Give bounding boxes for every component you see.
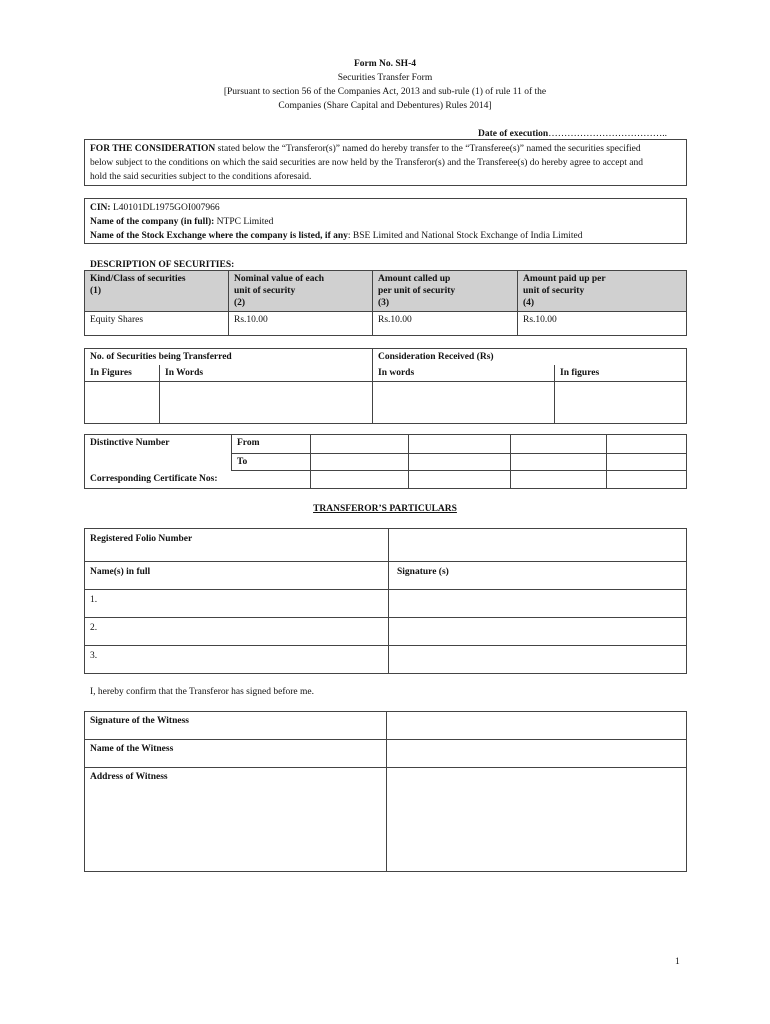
stock-exchange-label: Name of the Stock Exchange where the company is listed, if any — [90, 231, 348, 241]
in-figures-field[interactable] — [85, 382, 160, 424]
signature-label: Signature (s) — [389, 562, 687, 590]
from-field-1[interactable] — [311, 435, 409, 454]
securities-header-nominal — [229, 271, 373, 312]
transferor-row-2[interactable]: 2. — [85, 618, 389, 646]
consideration-bold: FOR THE CONSIDERATION — [90, 144, 216, 154]
witness-address-label: Address of Witness — [85, 768, 387, 872]
header-text: (2) — [234, 298, 246, 308]
consideration-text1: stated below the “Transferor(s)” named do hereby transfer to the “Transferee(s)” named the securities specified — [215, 144, 641, 154]
to-field-1[interactable] — [311, 454, 409, 471]
securities-called-value: Rs.10.00 — [373, 312, 518, 336]
from-field-3[interactable] — [511, 435, 607, 454]
signature-field-1[interactable] — [389, 590, 687, 618]
witness-table — [84, 711, 687, 872]
header-text: Kind/Class of securities — [90, 274, 186, 284]
in-words-label: In Words — [160, 365, 373, 382]
consideration-line3: hold the said securities subject to the conditions aforesaid. — [90, 172, 312, 182]
form-number: Form No. SH-4 — [353, 59, 416, 69]
signature-field-2[interactable] — [389, 618, 687, 646]
header-text: unit of security — [523, 286, 585, 296]
transfer-table — [84, 348, 687, 424]
consideration-line1 — [90, 143, 641, 155]
company-name-line — [90, 216, 273, 228]
stock-exchange-value: : BSE Limited and National Stock Exchange of India Limited — [347, 231, 583, 241]
stock-exchange-line — [90, 230, 582, 242]
transferor-title: TRANSFEROR’S PARTICULARS — [313, 504, 457, 514]
securities-title: DESCRIPTION OF SECURITIES: — [90, 260, 235, 270]
header-text: (4) — [523, 298, 535, 308]
cert-field-4[interactable] — [607, 471, 687, 489]
witness-address-field[interactable] — [387, 768, 687, 872]
securities-header-called — [373, 271, 518, 312]
signature-field-3[interactable] — [389, 646, 687, 674]
folio-label: Registered Folio Number — [85, 529, 389, 562]
transferor-table — [84, 528, 687, 674]
to-field-2[interactable] — [409, 454, 511, 471]
witness-name-field[interactable] — [387, 740, 687, 768]
securities-kind-value: Equity Shares — [85, 312, 229, 336]
transferor-row-1[interactable]: 1. — [85, 590, 389, 618]
securities-header-paid — [518, 271, 687, 312]
cert-field-1[interactable] — [311, 471, 409, 489]
witness-signature-label: Signature of the Witness — [85, 712, 387, 740]
certificate-nos-label: Corresponding Certificate Nos: — [85, 471, 311, 489]
date-label: Date of execution — [478, 129, 549, 139]
names-label: Name(s) in full — [85, 562, 389, 590]
page-number: 1 — [675, 957, 680, 967]
consideration-figures-field[interactable] — [555, 382, 687, 424]
securities-transferred-label: No. of Securities being Transferred — [85, 349, 373, 366]
securities-table — [84, 270, 687, 336]
consideration-words-field[interactable] — [373, 382, 555, 424]
cert-field-3[interactable] — [511, 471, 607, 489]
cert-field-2[interactable] — [409, 471, 511, 489]
header-text: Nominal value of each — [234, 274, 324, 284]
cin-label: CIN: — [90, 203, 111, 213]
from-label: From — [232, 435, 311, 454]
in-words-field[interactable] — [160, 382, 373, 424]
in-figures-label: In Figures — [85, 365, 160, 382]
consideration-line2: below subject to the conditions on which the said securities are now held by the Transferor(s) and the Transferee(s) do hereby agree to accept and — [90, 158, 643, 168]
date-dots: ……………………………….. — [548, 129, 667, 139]
to-field-3[interactable] — [511, 454, 607, 471]
securities-paid-value: Rs.10.00 — [518, 312, 687, 336]
header-text: unit of security — [234, 286, 296, 296]
securities-header-kind — [85, 271, 229, 312]
distinctive-table — [84, 434, 687, 489]
witness-name-label: Name of the Witness — [85, 740, 387, 768]
header-text: per unit of security — [378, 286, 456, 296]
in-figures-label-2: In figures — [555, 365, 687, 382]
in-words-label-2: In words — [373, 365, 555, 382]
company-name-label: Name of the company (in full): — [90, 217, 215, 227]
form-reference-line1: [Pursuant to section 56 of the Companies Act, 2013 and sub-rule (1) of rule 11 of the — [223, 87, 547, 97]
witness-signature-field[interactable] — [387, 712, 687, 740]
from-field-2[interactable] — [409, 435, 511, 454]
witness-confirmation: I, hereby confirm that the Transferor has signed before me. — [90, 687, 314, 697]
header-text: Amount called up — [378, 274, 451, 284]
distinctive-number-label: Distinctive Number — [85, 435, 232, 471]
from-field-4[interactable] — [607, 435, 687, 454]
header-text: (1) — [90, 286, 102, 296]
form-subtitle: Securities Transfer Form — [337, 73, 433, 83]
securities-nominal-value: Rs.10.00 — [229, 312, 373, 336]
header-text: (3) — [378, 298, 390, 308]
folio-field[interactable] — [389, 529, 687, 562]
consideration-received-label: Consideration Received (Rs) — [373, 349, 687, 366]
transferor-row-3[interactable]: 3. — [85, 646, 389, 674]
header-text: Amount paid up per — [523, 274, 606, 284]
cin-value: L40101DL1975GOI007966 — [110, 203, 220, 213]
to-field-4[interactable] — [607, 454, 687, 471]
company-name-value: NTPC Limited — [214, 217, 274, 227]
to-label: To — [232, 454, 311, 471]
cin-line — [90, 202, 220, 214]
form-reference-line2: Companies (Share Capital and Debentures) Rules 2014] — [278, 101, 492, 111]
